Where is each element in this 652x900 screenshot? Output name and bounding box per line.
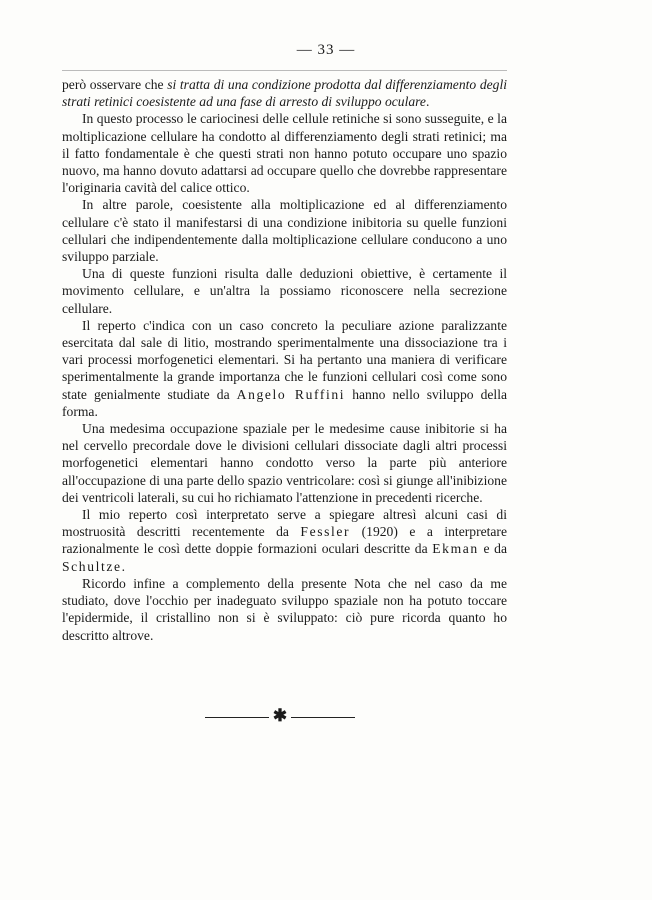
author-name: Schultze xyxy=(62,558,122,574)
ornament-line-left xyxy=(205,717,269,718)
author-name: Fessler xyxy=(300,524,351,540)
text-run: e da xyxy=(478,541,507,557)
header-rule xyxy=(62,70,507,71)
text-run: hanno nello sviluppo della forma. xyxy=(62,386,508,419)
author-name: Ekman xyxy=(432,541,479,557)
text-run: Una di queste funzioni risulta dalle deduzioni obiettive, è certamente il movimento cellulare, e un'altra la possiamo riconoscere nella secrezione cellulare. xyxy=(62,266,507,316)
end-ornament xyxy=(205,708,355,728)
asterisk-ornament-icon: ✱ xyxy=(272,706,288,725)
text-run: . xyxy=(425,94,430,110)
paragraph xyxy=(62,196,507,265)
page-number: — 33 — xyxy=(296,42,356,58)
paragraph xyxy=(62,575,507,644)
paragraph xyxy=(62,76,507,110)
text-run: però osservare che xyxy=(62,77,168,92)
paragraph xyxy=(62,317,507,420)
text-run: Il reperto c'indica con un caso concreto la peculiare azione paralizzante esercitata dal sale di litio, mostrando sperimentalmente una dissociazione tra i vari processi morfogenetici elementari. Si ha pertanto una maniera di verificare sperimentalmente la grande importanza che le funzioni cellulari così come sono state genialmente studiate da xyxy=(62,317,507,402)
text-run: Una medesima occupazione spaziale per le medesime cause inibitorie si ha nel cervello precordale dove le divisioni cellulari dissociate dagli altri processi morfogenetici elementari hanno condotto verso la parte più anteriore all'occupazione di una parte dello spazio ventricolare: così si giunge all'inibizione dei ventricoli laterali, su cui ho richiamato l'attenzione in precedenti ricerche. xyxy=(62,421,507,505)
text-run: . xyxy=(121,558,126,574)
text-run: Ricordo infine a complemento della presente Nota che nel caso da me studiato, dove l'occhio per inadeguato sviluppo spaziale non ha potuto toccare l'epidermide, il cristallino non si è sviluppato: ciò pure ricorda quanto ho descritto altrove. xyxy=(62,575,507,643)
italic-text: si tratta di una condizione prodotta dal differenziamento degli strati retinici coesistente ad una fase di arresto di sviluppo oculare xyxy=(62,77,507,110)
text-run: In altre parole, coesistente alla moltiplicazione ed al differenziamento cellulare c'è stato il manifestarsi di una condizione inibitoria su quelle funzioni cellulari che indipendentemente dalla moltiplicazione cellulare conducono a uno sviluppo parziale. xyxy=(62,197,507,265)
text-run: In questo processo le cariocinesi delle cellule retiniche si sono susseguite, e la moltiplicazione cellulare ha condotto al differenziamento degli strati retinici; ma il fatto fondamentale è che questi strati non hanno potuto occupare uno spazio nuovo, ma hanno dovuto adattarsi ad occupare quello che dovrebbe rappresentare l'originaria cavità del calice ottico. xyxy=(62,111,507,196)
text-run: Il mio reperto così interpretato serve a spiegare altresì alcuni casi di mostruosità descritti recentemente da xyxy=(62,507,507,540)
ornament-line-right xyxy=(291,717,355,718)
author-name: Angelo Ruffini xyxy=(236,386,346,402)
paragraph xyxy=(62,420,507,506)
paragraph xyxy=(62,110,507,196)
paragraph xyxy=(62,265,507,317)
paragraph xyxy=(62,506,507,575)
body-text xyxy=(62,76,507,644)
text-run: (1920) e a interpretare razionalmente le così dette doppie formazioni oculari descritte da xyxy=(62,524,507,557)
